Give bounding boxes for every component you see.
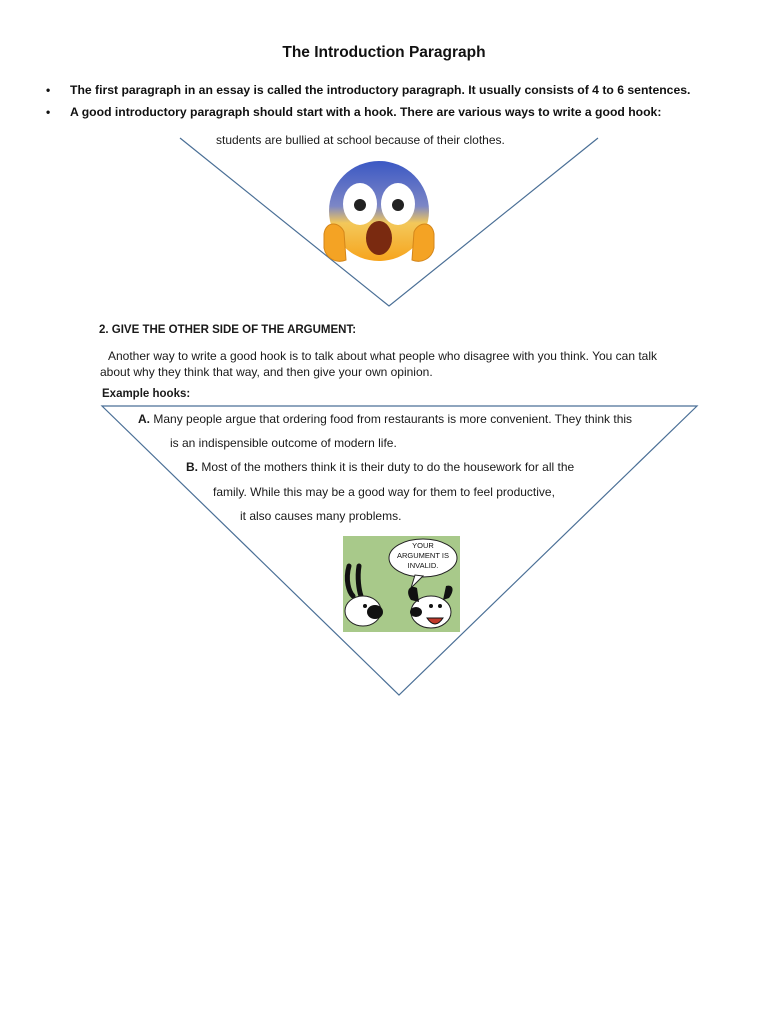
bullet-text: A good introductory paragraph should start with a hook. There are various ways to write a good hook:: [70, 105, 662, 119]
hook-b-text: Most of the mothers think it is their duty to do the housework for all the: [201, 460, 575, 474]
bullet-text: The first paragraph in an essay is called the introductory paragraph. It usually consists of 4 to 6 sentences.: [70, 83, 691, 97]
hook-b-line-3: it also causes many problems.: [240, 509, 402, 523]
argument-invalid-cartoon: [343, 536, 460, 632]
speech-line-3: INVALID.: [407, 561, 439, 570]
hook-a-line-2: is an indispensible outcome of modern life.: [170, 436, 397, 450]
bullet-icon: •: [46, 105, 51, 119]
scared-face-icon: [322, 160, 436, 266]
hook-a-line-1: [138, 412, 632, 426]
speech-line-1: YOUR: [412, 541, 434, 550]
snapshot-text: students are bullied at school because of their clothes.: [216, 133, 505, 147]
hook-b-line-2: family. While this may be a good way for them to feel productive,: [213, 485, 555, 499]
hook-b-label: B.: [186, 460, 198, 474]
section-paragraph: Another way to write a good hook is to talk about what people who disagree with you think. You can talk about why they think that way, and then give your own opinion.: [100, 349, 658, 379]
page-title: The Introduction Paragraph: [282, 44, 486, 61]
speech-line-2: ARGUMENT IS: [397, 551, 449, 560]
bullet-icon: •: [46, 83, 51, 97]
hook-b-line-1: [186, 460, 574, 474]
section-heading: 2. GIVE THE OTHER SIDE OF THE ARGUMENT:: [99, 324, 357, 336]
hook-a-label: A.: [138, 412, 150, 426]
example-hooks-label: Example hooks:: [102, 388, 191, 400]
hook-a-text: Many people argue that ordering food from restaurants is more convenient. They think this: [153, 412, 633, 426]
